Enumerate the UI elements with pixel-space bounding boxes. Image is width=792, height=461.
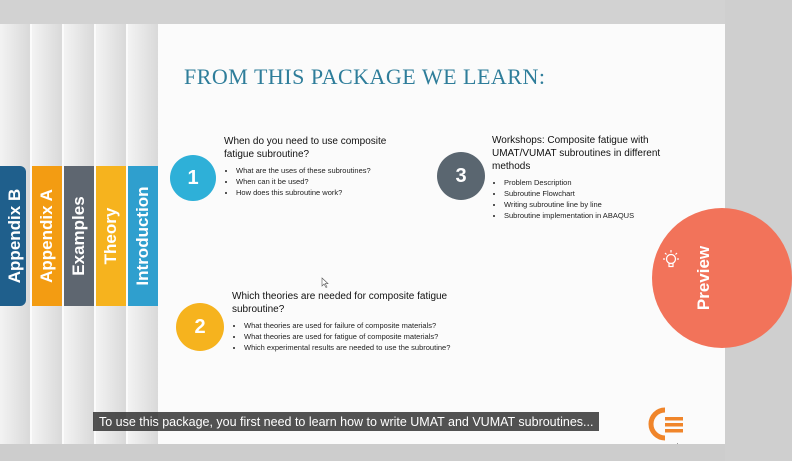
section-bullets [232,320,452,353]
list-item: • What theories are used for failure of composite materials? [244,320,452,331]
tab-appendix-a[interactable] [32,24,62,444]
list-item: • What are the uses of these subroutines? [236,165,414,176]
section-2 [232,290,452,353]
tab-theory[interactable] [96,24,126,444]
section-heading: Which theories are needed for composite fatigue subroutine? [232,291,448,315]
tab-label: Introduction [133,186,152,286]
preview-badge[interactable] [652,208,792,348]
list-item: • What theories are used for fatigue of composite materials? [244,331,452,342]
section-3 [492,134,692,221]
list-item: • When can it be used? [236,176,414,187]
section-number-2: 2 [176,303,224,351]
section-heading: Workshops: Composite fatigue with UMAT/VUMAT subroutines in different methods [492,135,661,172]
section-1 [224,135,414,198]
section-number-3: 3 [437,152,485,200]
section-heading: When do you need to use composite fatigue subroutine? [224,136,387,160]
list-item: • Which experimental results are needed to use the subroutine? [244,342,452,353]
preview-label: Preview [694,245,713,311]
tab-label: Examples [69,196,88,276]
list-item: • Problem Description [504,177,692,188]
list-item: • How does this subroutine work? [236,187,414,198]
tab-appendix-b[interactable] [0,24,30,444]
slide-title: FROM THIS PACKAGE WE LEARN: [184,64,546,89]
section-bullets [224,165,414,198]
list-item: • Writing subroutine line by line [504,199,692,210]
tab-examples[interactable] [64,24,94,444]
tab-introduction[interactable] [128,24,158,444]
video-caption: To use this package, you first need to learn how to write UMAT and VUMAT subroutines... [93,412,599,431]
video-bottom-strip [0,444,725,461]
presentation-slide [0,24,725,444]
lightbulb-icon [660,249,682,271]
list-item: • Subroutine implementation in ABAQUS [504,210,692,221]
list-item: • Subroutine Flowchart [504,188,692,199]
section-bullets [492,177,692,221]
tab-label: Appendix B [5,188,24,284]
section-number-1: 1 [170,155,216,201]
mouse-cursor-icon [321,278,329,288]
caeassistant-logo [645,406,689,442]
tab-label: Appendix A [37,189,56,283]
tab-label: Theory [101,207,120,265]
